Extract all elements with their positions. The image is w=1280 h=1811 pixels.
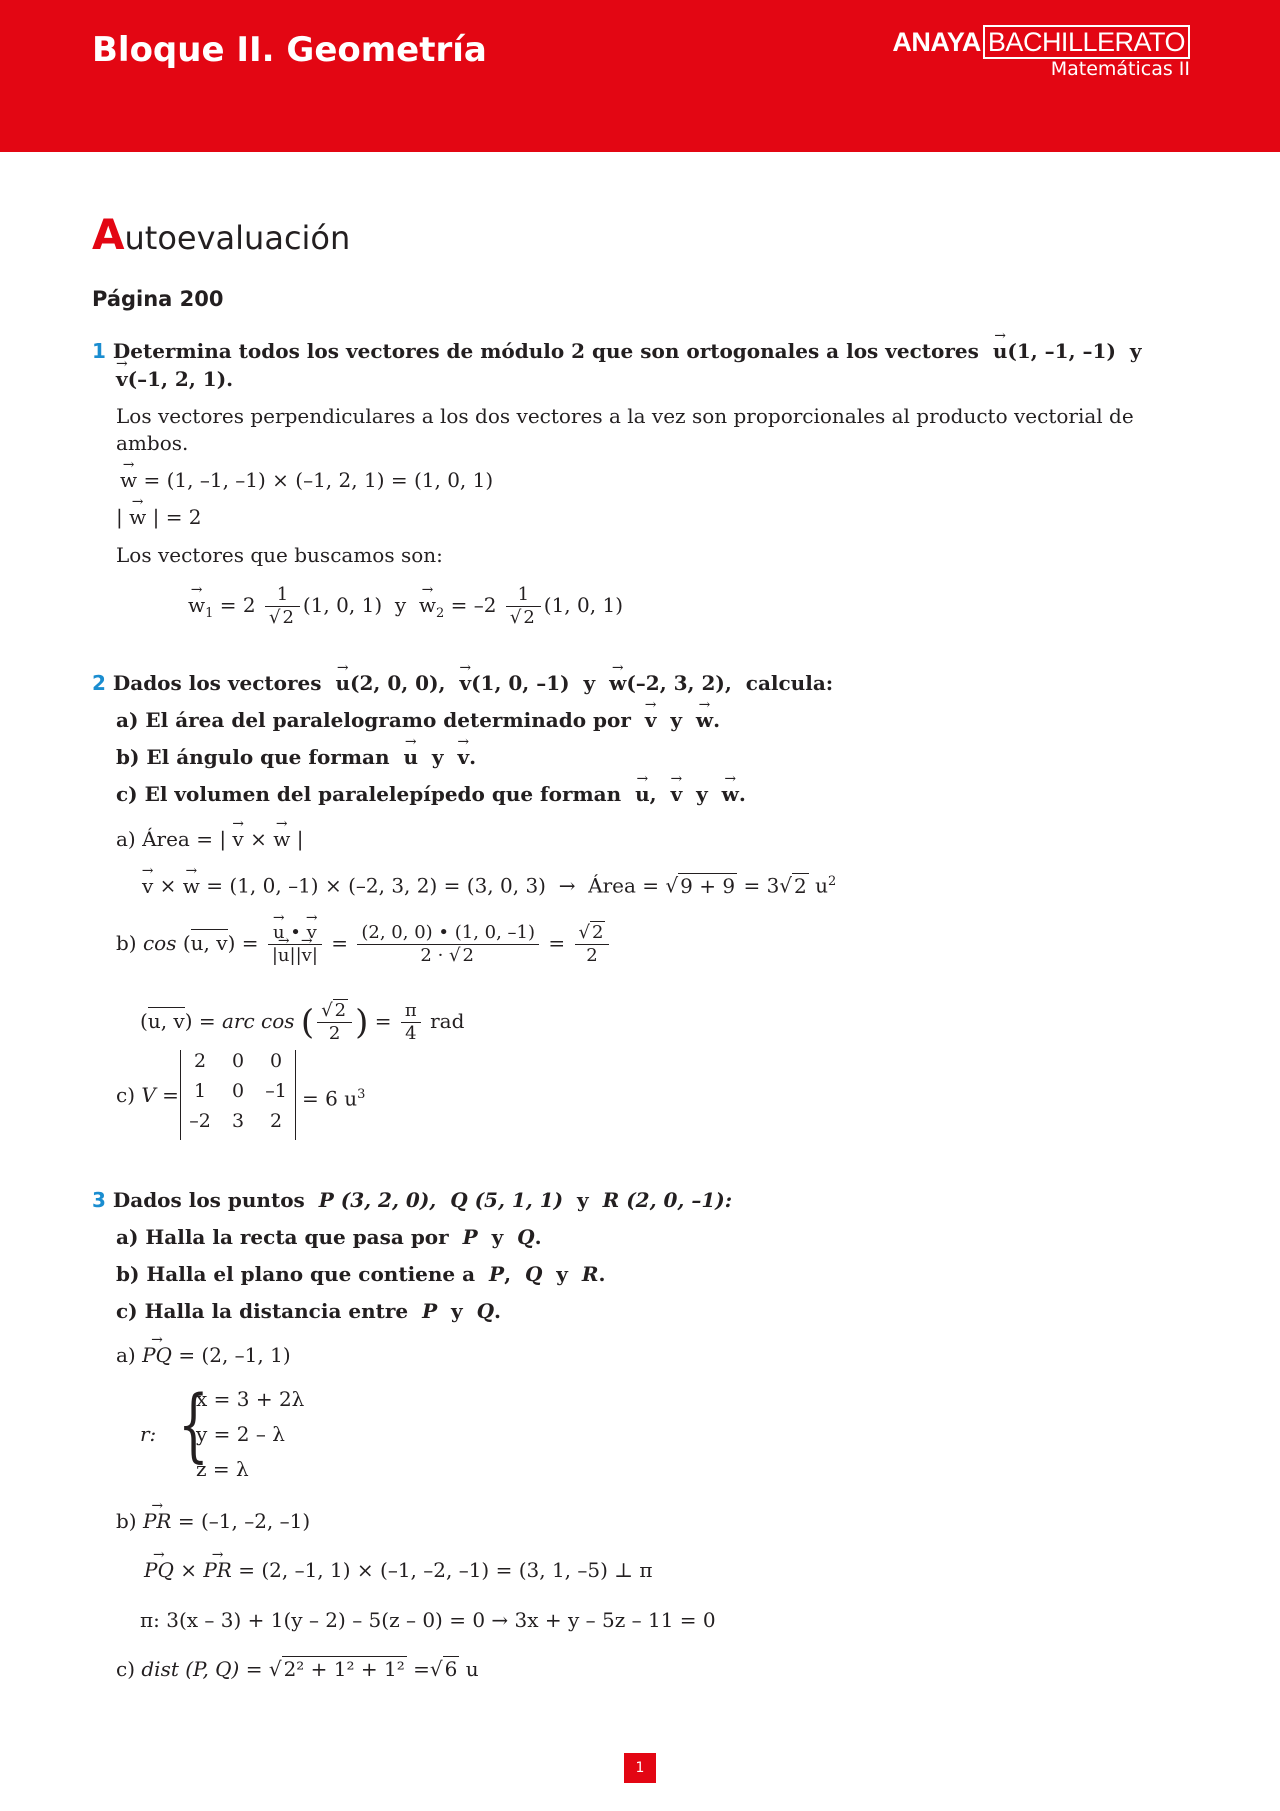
q2-item-a: a) El área del paralelogramo determinado por → v y → w. bbox=[116, 707, 720, 733]
determinant: 2 0 0 1 0 –1 –2 3 2 bbox=[180, 1050, 296, 1140]
q3-item-b: b) Halla el plano que contiene a P, Q y R. bbox=[116, 1262, 606, 1286]
system-eq-1: x = 3 + 2λ bbox=[196, 1387, 305, 1411]
q2-answer-c: c) V = bbox=[116, 1083, 179, 1107]
q2-item-c: c) El volumen del paralelepípedo que forman → u, → v y → w. bbox=[116, 781, 746, 807]
block-title: Bloque II. Geometría bbox=[92, 30, 487, 70]
q3-item-a: a) Halla la recta que pasa por P y Q. bbox=[116, 1225, 542, 1249]
section-title: Autoevaluación bbox=[92, 210, 351, 259]
q2-answer-a: a) Área = | → v × → w | bbox=[116, 826, 303, 852]
q1-statement: 1 Determina todos los vectores de módulo 2 que son ortogonales a los vectores → u(1, –1, –1) y bbox=[92, 338, 1141, 364]
system-brace: { bbox=[178, 1378, 209, 1471]
q2-answer-a2: → v × → w = (1, 0, –1) × (–2, 3, 2) = (3, 0, 3) → Área = √ 9 + 9 = 3√ 2 $u^2$ bbox=[142, 869, 836, 899]
q2-answer-b: b) cos (u, v) = → $\frac{u • \to v}{|\to u||\to v|}$ = $\frac{(2, 0, 0) • (1, 0, -1)}{2 \cdot √ 2}$ = $\frac{√ 2}{2}$ bbox=[116, 922, 612, 967]
q1-eq-cross: → w = (1, –1, –1) × (–1, 2, 1) = (1, 0, 1) bbox=[120, 467, 493, 493]
line-label: r: bbox=[140, 1422, 157, 1446]
q1-text: Los vectores perpendiculares a los dos vectores a la vez son proporcionales al producto vectorial de bbox=[116, 404, 1134, 428]
q2-item-b: b) El ángulo que forman → u y → v. bbox=[116, 744, 476, 770]
q1-eq-mod: | → w | = 2 bbox=[116, 504, 202, 530]
q3-cross: → PQ × → PR = (2, –1, 1) × (–1, –2, –1) = (3, 1, –5) ⊥ π bbox=[144, 1557, 653, 1583]
system-eq-2: y = 2 – λ bbox=[196, 1422, 285, 1446]
q1-solutions: → $w_1 = 2$ $\frac{1}{√ 2}$ (1, 0, 1) $y \to w_2 = -2$ $\frac{1}{√ 2}$ (1, 0, 1) bbox=[188, 584, 623, 629]
header-band bbox=[0, 0, 1280, 152]
q3-item-c: c) Halla la distancia entre P y Q. bbox=[116, 1299, 501, 1323]
page-label: Página 200 bbox=[92, 287, 224, 311]
q1-statement-cont: → v(–1, 2, 1). bbox=[116, 366, 233, 392]
subject-label: Matemáticas II bbox=[1050, 58, 1190, 80]
publisher-logo: ANAYA BACHILLERATO bbox=[892, 28, 1190, 56]
system-eq-3: z = λ bbox=[196, 1457, 249, 1481]
q1-text-2: Los vectores que buscamos son: bbox=[116, 543, 443, 567]
q2-answer-c-result: = 6 $u^3$ bbox=[302, 1086, 366, 1111]
q3-answer-a: a) → PQ = (2, –1, 1) bbox=[116, 1342, 291, 1368]
q3-answer-b: b) → PR = (–1, –2, –1) bbox=[116, 1508, 310, 1534]
q3-plane: π: 3(x – 3) + 1(y – 2) – 5(z – 0) = 0 → 3x + y – 5z – 11 = 0 bbox=[140, 1608, 716, 1632]
q3-statement: 3 Dados los puntos P (3, 2, 0), Q (5, 1, 1) y R (2, 0, –1): bbox=[92, 1188, 733, 1212]
q1-text-cont: ambos. bbox=[116, 431, 189, 455]
q2-answer-b2: (u, v) = arc cos ( $\frac{√ 2}{2}$ ) = $\frac{\pi}{4}$ rad bbox=[140, 1000, 465, 1044]
q2-statement: 2 Dados los vectores → u(2, 0, 0), → v(1, 0, –1) y → w(–2, 3, 2), calcula: bbox=[92, 670, 833, 696]
page-number: 1 bbox=[624, 1753, 656, 1783]
q3-answer-c: c) dist (P, Q) = √ 2² + 1² + 1² =√ 6 u bbox=[116, 1657, 479, 1681]
